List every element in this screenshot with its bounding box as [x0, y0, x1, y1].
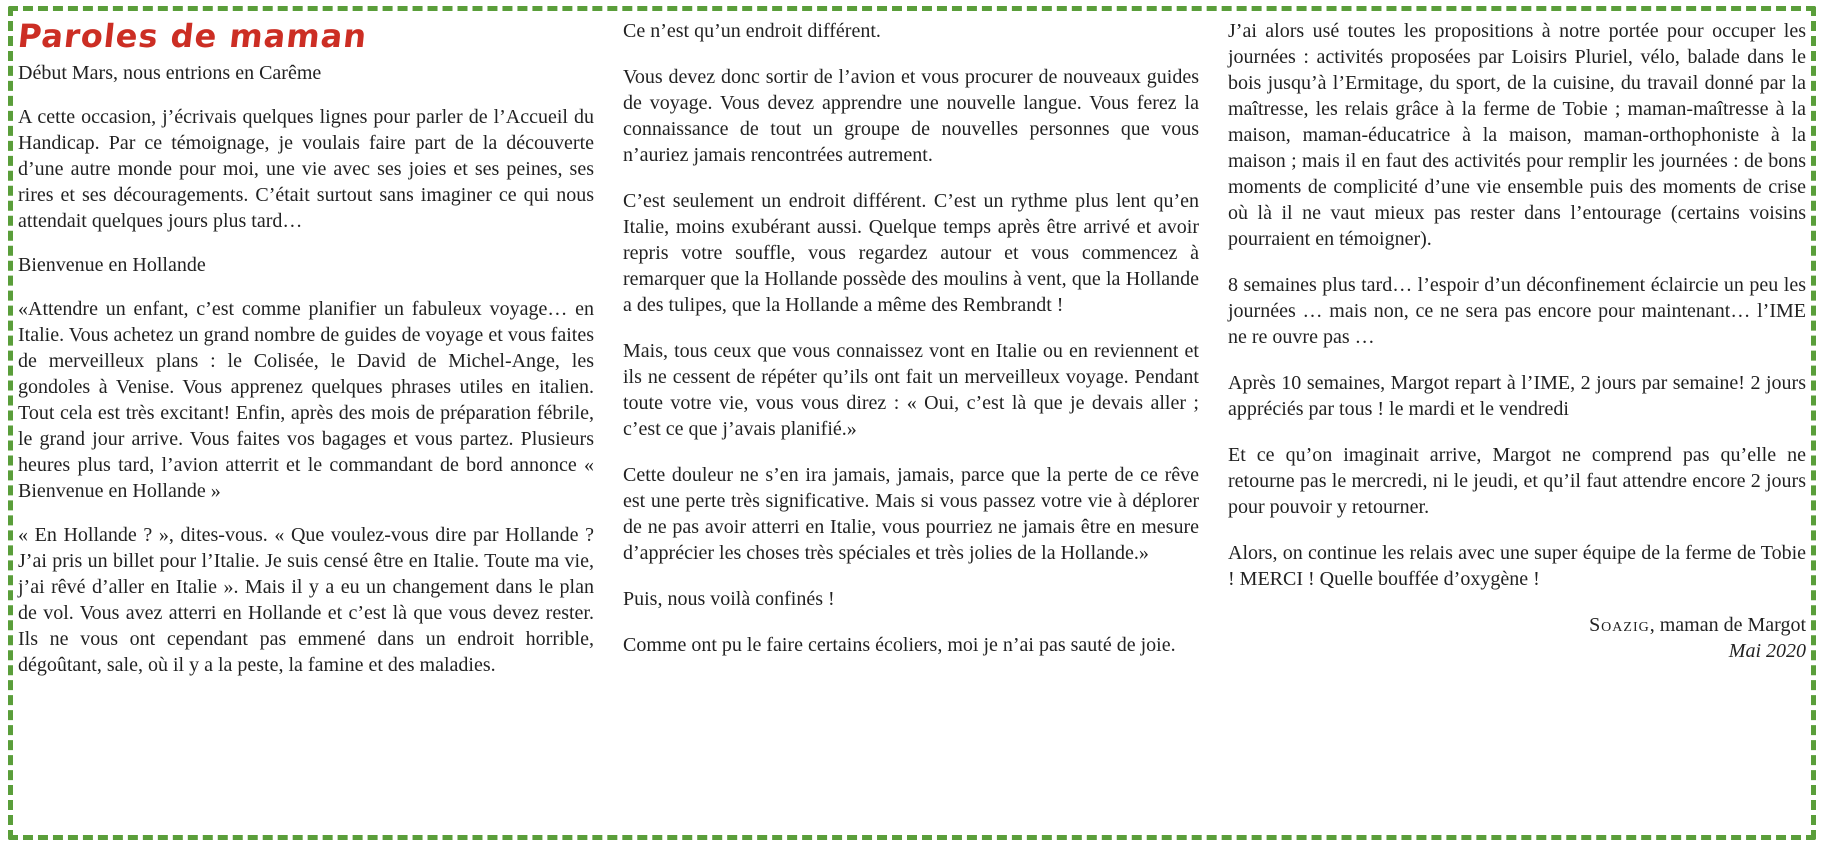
paragraph: «Attendre un enfant, c’est comme planifier un fabuleux voyage… en Italie. Vous achetez un grand nombre de guides de voyage et vous faites de merveilleux plans : le Colisée, le David de Michel-Ange, les gondoles à Venise. Vous apprenez quelques phrases utiles en italien. Tout cela est très excitant! Enfin, après des mois de préparation fébrile, le grand jour arrive. Vous faites vos bagages et vous partez. Plusieurs heures plus tard, l’avion atterrit et le commandant de bord annonce « Bienvenue en Hollande »	[18, 298, 594, 502]
paragraph: Après 10 semaines, Margot repart à l’IME, 2 jours par semaine! 2 jours appréciés par tous ! le mardi et le vendredi	[1228, 372, 1806, 420]
paragraph: Cette douleur ne s’en ira jamais, jamais, parce que la perte de ce rêve est une perte très significative. Mais si vous passez votre vie à déplorer de ne pas avoir atterri en Italie, vous pourriez ne jamais être en mesure d’apprécier les choses très spéciales et très jolies de la Hollande.»	[623, 464, 1199, 564]
paragraph: J’ai alors usé toutes les propositions à notre portée pour occuper les journées : activités proposées par Loisirs Pluriel, vélo, balade dans le bois jusqu’à l’Ermitage, du sport, de la cuisine, du travail donné par la maîtresse, les relais grâce à la ferme de Tobie ; maman-maîtresse à la maison, maman-éducatrice à la maison, maman-orthophoniste à la maison ; mais il en faut des activités pour remplir les journées : de bons moments de complicité d’une vie ensemble puis des moments de crise où là il ne vaut mieux pas rester dans l’entourage (certains voisins pourraient en témoigner).	[1228, 20, 1806, 250]
paragraph: Ce n’est qu’un endroit différent.	[623, 20, 881, 42]
paragraph: Mais, tous ceux que vous connaissez vont en Italie ou en reviennent et ils ne cessent de répéter qu’ils ont fait un merveilleux voyage. Pendant toute votre vie, vous vous direz : « Oui, c’est là que je devais aller ; c’est ce que j’avais planifié.»	[623, 340, 1199, 440]
article-title: Paroles de maman	[16, 17, 370, 55]
paragraph: Vous devez donc sortir de l’avion et vous procurer de nouveaux guides de voyage. Vous devez apprendre une nouvelle langue. Vous ferez la connaissance de tout un groupe de nouvelles personnes que vous n’auriez jamais rencontrées autrement.	[623, 66, 1199, 166]
paragraph: Alors, on continue les relais avec une super équipe de la ferme de Tobie ! MERCI ! Quelle bouffée d’oxygène !	[1228, 542, 1806, 590]
paragraph: Puis, nous voilà confinés !	[623, 588, 835, 610]
paragraph: Bienvenue en Hollande	[18, 254, 206, 276]
column-2	[623, 18, 1199, 678]
signature-role: , maman de Margot	[1649, 614, 1806, 636]
signature	[1228, 612, 1806, 638]
paragraph: Début Mars, nous entrions en Carême	[18, 62, 322, 84]
paragraph: Et ce qu’on imaginait arrive, Margot ne comprend pas qu’elle ne retourne pas le mercredi, ni le jeudi, et qu’il faut attendre encore 2 jours pour pouvoir y retourner.	[1228, 444, 1806, 518]
signature-date: Mai 2020	[1728, 640, 1806, 662]
paragraph: A cette occasion, j’écrivais quelques lignes pour parler de l’Accueil du Handicap. Par ce témoignage, je voulais faire part de la découverte d’une autre monde pour moi, une vie avec ses joies et ses peines, ses rires et ses découragements. C’était surtout sans imaginer ce qui nous attendait quelques jours plus tard…	[18, 106, 594, 232]
paragraph: « En Hollande ? », dites-vous. « Que voulez-vous dire par Hollande ? J’ai pris un billet pour l’Italie. Je suis censé être en Italie. Toute ma vie, j’ai rêvé d’aller en Italie ». Mais il y a eu un changement dans le plan de vol. Vous avez atterri en Hollande et c’est là que vous devez rester. Ils ne vous ont cependant pas emmené dans un endroit horrible, dégoûtant, sale, où il y a la peste, la famine et des maladies.	[18, 524, 594, 676]
paragraph: C’est seulement un endroit différent. C’est un rythme plus lent qu’en Italie, moins exubérant aussi. Quelque temps après être arrivé et avoir repris votre souffle, vous regardez autour et vous commencez à remarquer que la Hollande possède des moulins à vent, que la Hollande a des tulipes, que la Hollande a même des Rembrandt !	[623, 190, 1199, 316]
column-3	[1228, 18, 1806, 664]
column-1	[18, 16, 594, 696]
paragraph: Comme ont pu le faire certains écoliers, moi je n’ai pas sauté de joie.	[623, 634, 1176, 656]
paragraph: 8 semaines plus tard… l’espoir d’un déconfinement éclaircie un peu les journées … mais non, ce ne sera pas encore pour maintenant… l’IME ne re ouvre pas …	[1228, 274, 1806, 348]
signature-name: Soazig	[1589, 614, 1650, 636]
